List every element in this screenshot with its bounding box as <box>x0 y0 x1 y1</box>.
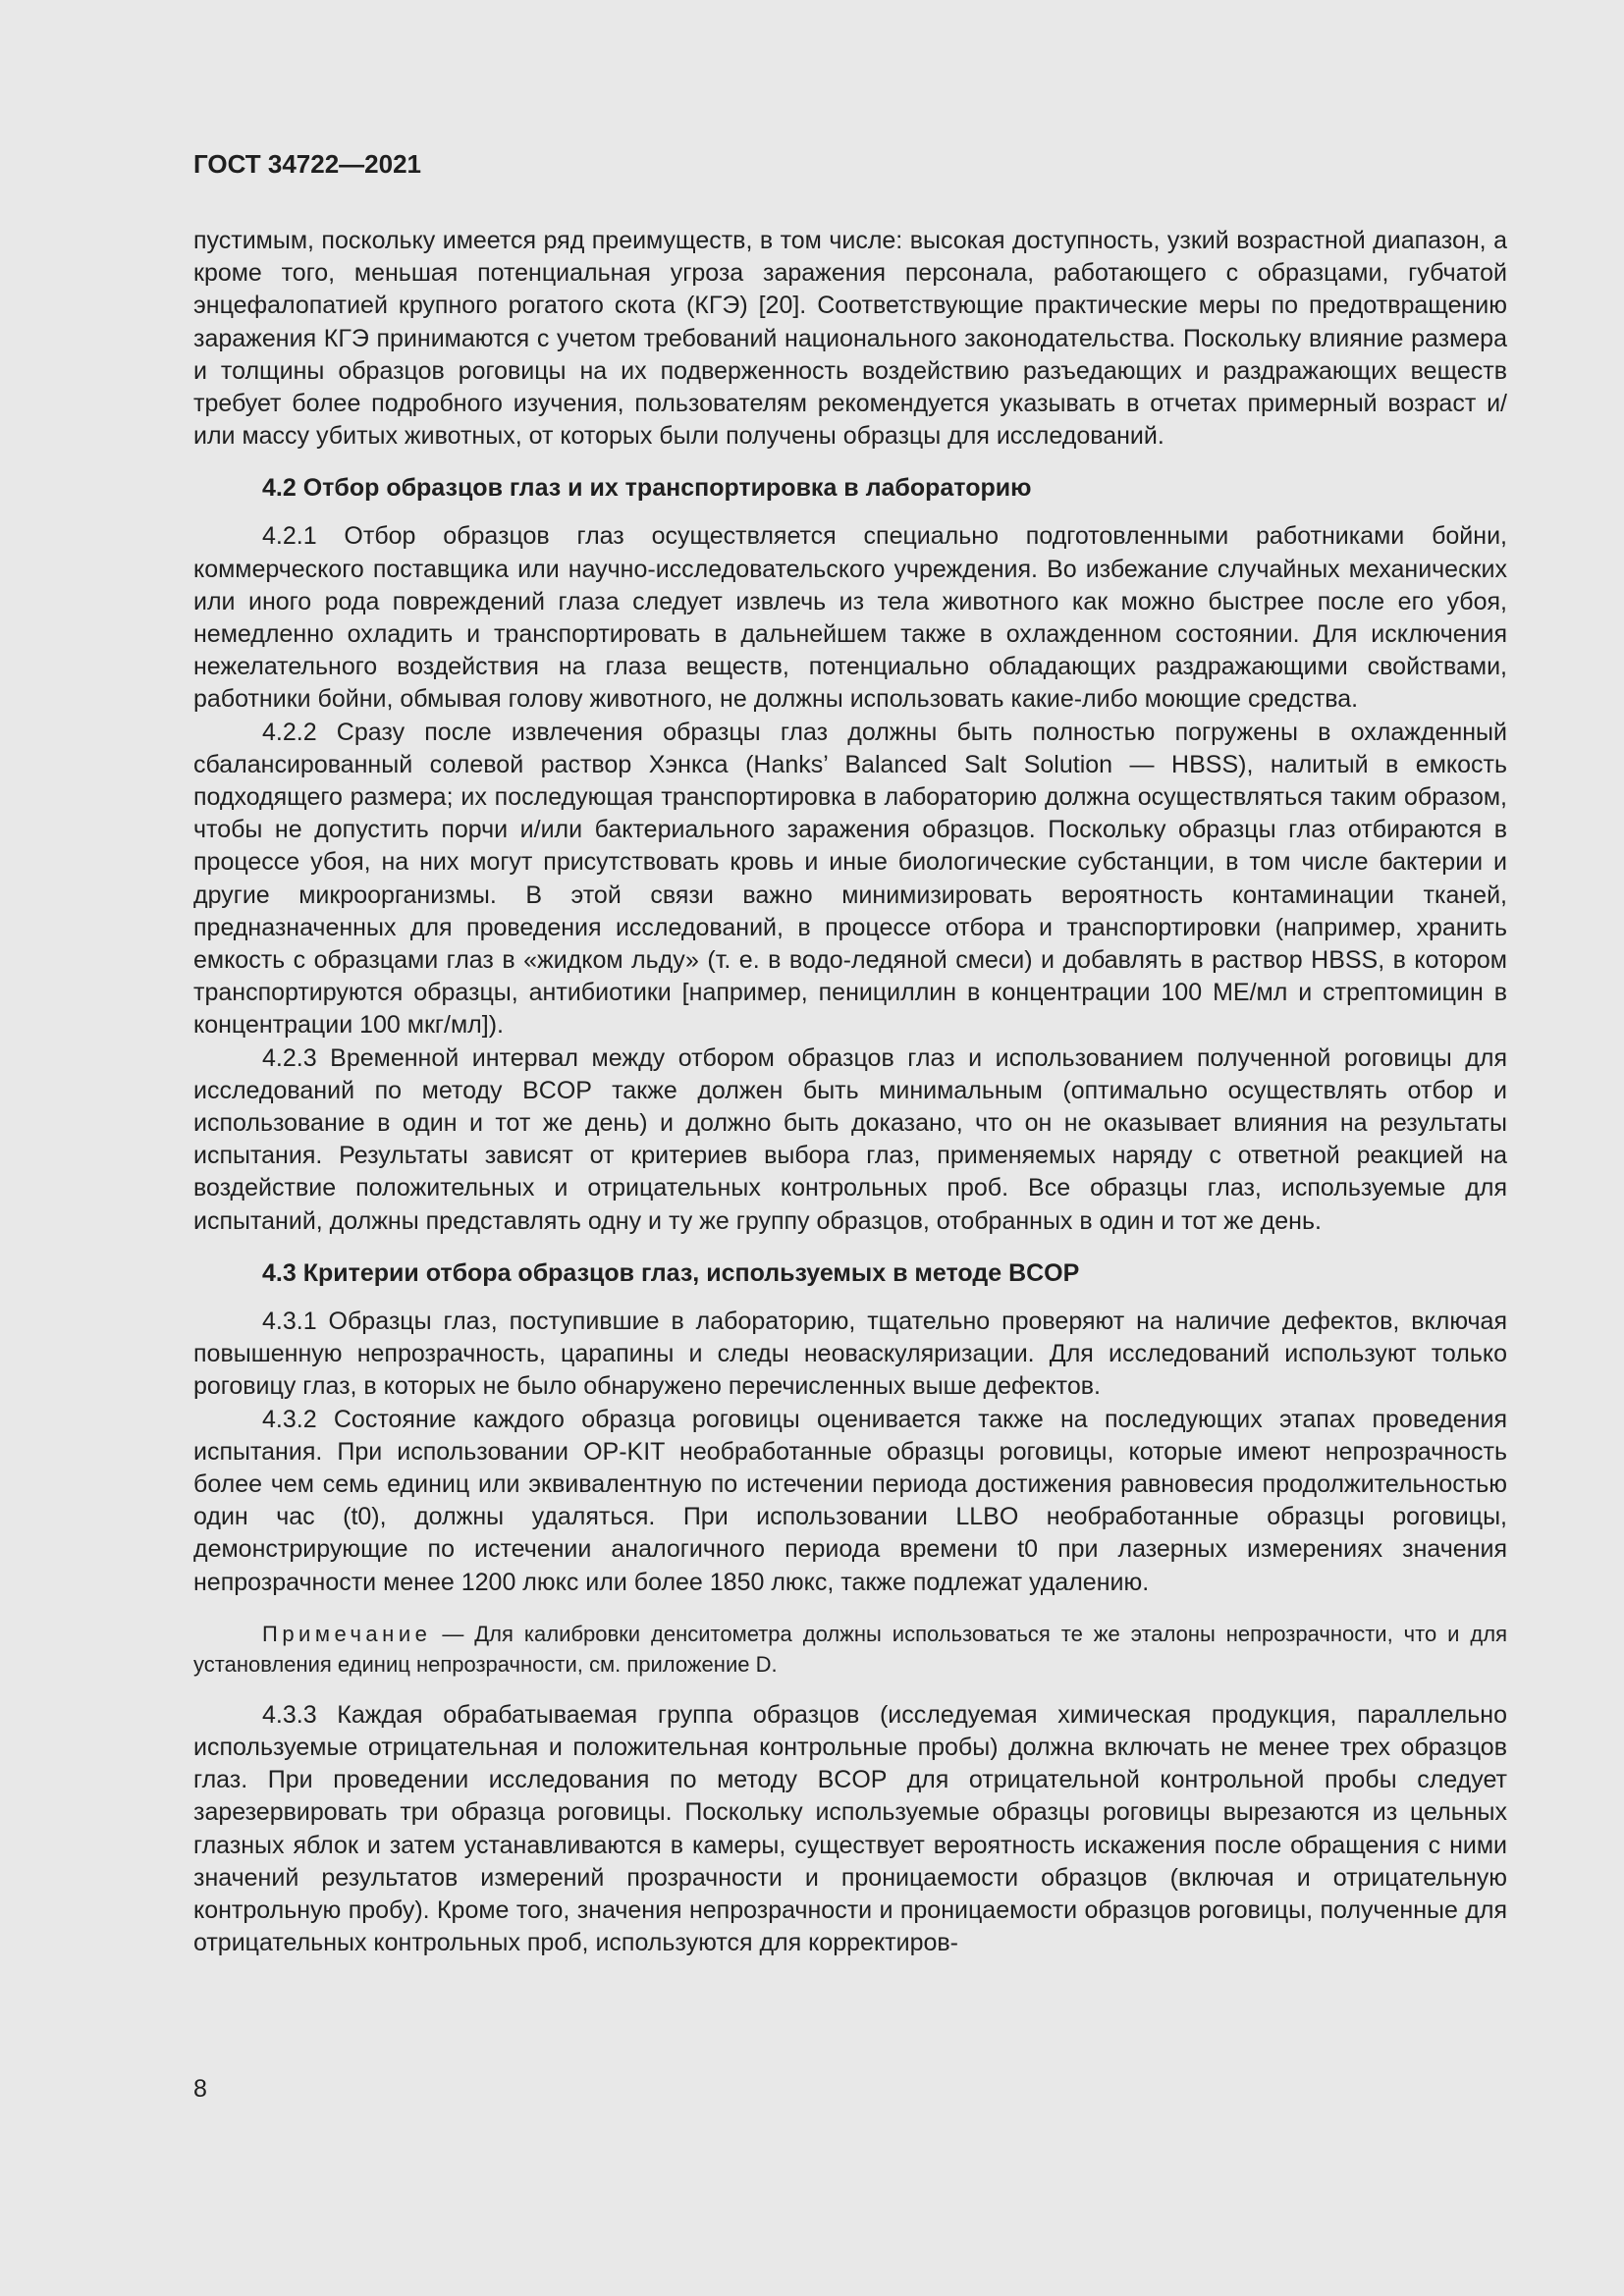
document-number-header: ГОСТ 34722—2021 <box>193 149 421 179</box>
paragraph-intro: пустимым, поскольку имеется ряд преимуществ, в том числе: высокая доступность, узкий возрастной диапазон, а кроме того, меньшая потенциальная угроза заражения персонала, работающего с образцами, губчатой энцефалопатией крупного рогатого скота (КГЭ) [20]. Соответствующие практические меры по предотвращению заражения КГЭ принимаются с учетом требований национального законодательства. Поскольку влияние размера и толщины образцов роговицы на их подверженность воздействию разъедающих и раздражающих веществ требует более подробного изучения, пользователям рекомендуется указывать в отчетах примерный возраст и/или массу убитых животных, от которых были получены образцы для исследований. <box>193 227 1507 451</box>
paragraph-4-2-2: 4.2.2 Сразу после извлечения образцы глаз должны быть полностью погружены в охлажденный сбалансированный солевой раствор Хэнкса (Hanks’ Balanced Salt Solution — HBSS), налитый в емкость подходящего размера; их последующая транспортировка в лабораторию должна осуществляться таким образом, чтобы не допустить порчи и/или бактериального заражения образцов. Поскольку образцы глаз отбираются в процессе убоя, на них могут присутствовать кровь и иные биологические субстанции, в том числе бактерии и другие микроорганизмы. В этой связи важно минимизировать вероятность контаминации тканей, предназначенных для проведения исследований, в процессе отбора и транспортировки (например, хранить емкость с образцами глаз в «жидком льду» (т. е. в водо-ледяной смеси) и добавлять в раствор HBSS, в котором транспортируются образцы, антибиотики [например, пенициллин в концентрации 100 МЕ/мл и стрептомицин в концентрации 100 мкг/мл]). <box>193 718 1507 1040</box>
page-number: 8 <box>193 2075 207 2103</box>
section-heading-4-2: 4.2 Отбор образцов глаз и их транспортировка в лабораторию <box>262 474 1032 503</box>
note-label: Примечание <box>262 1621 432 1646</box>
section-heading-4-3: 4.3 Критерии отбора образцов глаз, используемых в методе BCOP <box>262 1258 1080 1287</box>
note-block <box>193 1619 1507 1680</box>
paragraph-4-3-1: 4.3.1 Образцы глаз, поступившие в лабораторию, тщательно проверяют на наличие дефектов, включая повышенную непрозрачность, царапины и следы неоваскуляризации. Для исследований используют только роговицу глаз, в которых не было обнаружено перечисленных выше дефектов. <box>193 1307 1507 1401</box>
paragraph-4-3-3: 4.3.3 Каждая обрабатываемая группа образцов (исследуемая химическая продукция, параллельно используемые отрицательная и положительная контрольные пробы) должна включать не менее трех образцов глаз. При проведении исследования по методу BCOP для отрицательной контрольной пробы следует зарезервировать три образца роговицы. Поскольку используемые образцы роговицы вырезаются из цельных глазных яблок и затем устанавливаются в камеры, существует вероятность искажения после обращения с ними значений результатов измерений прозрачности и проницаемости образцов (включая и отрицательную контрольную пробу). Кроме того, значения непрозрачности и проницаемости образцов роговицы, полученные для отрицательных контрольных проб, используются для корректиров- <box>193 1700 1507 1957</box>
note-text: — Для калибровки денситометра должны использоваться те же эталоны непрозрачности, что и для установления единиц непрозрачности, см. приложение D. <box>193 1621 1507 1677</box>
document-body <box>193 225 1507 1959</box>
paragraph-4-2-1: 4.2.1 Отбор образцов глаз осуществляется специально подготовленными работниками бойни, коммерческого поставщика или научно-исследовательского учреждения. Во избежание случайных механических или иного рода повреждений глаза следует извлечь из тела животного как можно быстрее после его убоя, немедленно охладить и транспортировать в дальнейшем также в охлажденном состоянии. Для исключения нежелательного воздействия на глаза веществ, потенциально обладающих раздражающими свойствами, работники бойни, обмывая голову животного, не должны использовать какие-либо моющие средства. <box>193 522 1507 714</box>
paragraph-4-2-3: 4.2.3 Временной интервал между отбором образцов глаз и использованием полученной роговицы для исследований по методу BCOP также должен быть минимальным (оптимально осуществлять отбор и использование в один и тот же день) и должно быть доказано, что он не оказывает влияния на результаты испытания. Результаты зависят от критериев выбора глаз, применяемых наряду с ответной реакцией на воздействие положительных и отрицательных контрольных проб. Все образцы глаз, используемые для испытаний, должны представлять одну и ту же группу образцов, отобранных в один и тот же день. <box>193 1043 1507 1235</box>
paragraph-4-3-2: 4.3.2 Состояние каждого образца роговицы оценивается также на последующих этапах проведения испытания. При использовании OP-KIT необработанные образцы роговицы, которые имеют непрозрачность более чем семь единиц или эквивалентную по истечении периода достижения равновесия продолжительностью один час (t0), должны удаляться. При использовании LLBO необработанные образцы роговицы, демонстрирующие по истечении аналогичного периода времени t0 при лазерных измерениях значения непрозрачности менее 1200 люкс или более 1850 люкс, также подлежат удалению. <box>193 1405 1507 1596</box>
document-page <box>193 0 1507 2296</box>
